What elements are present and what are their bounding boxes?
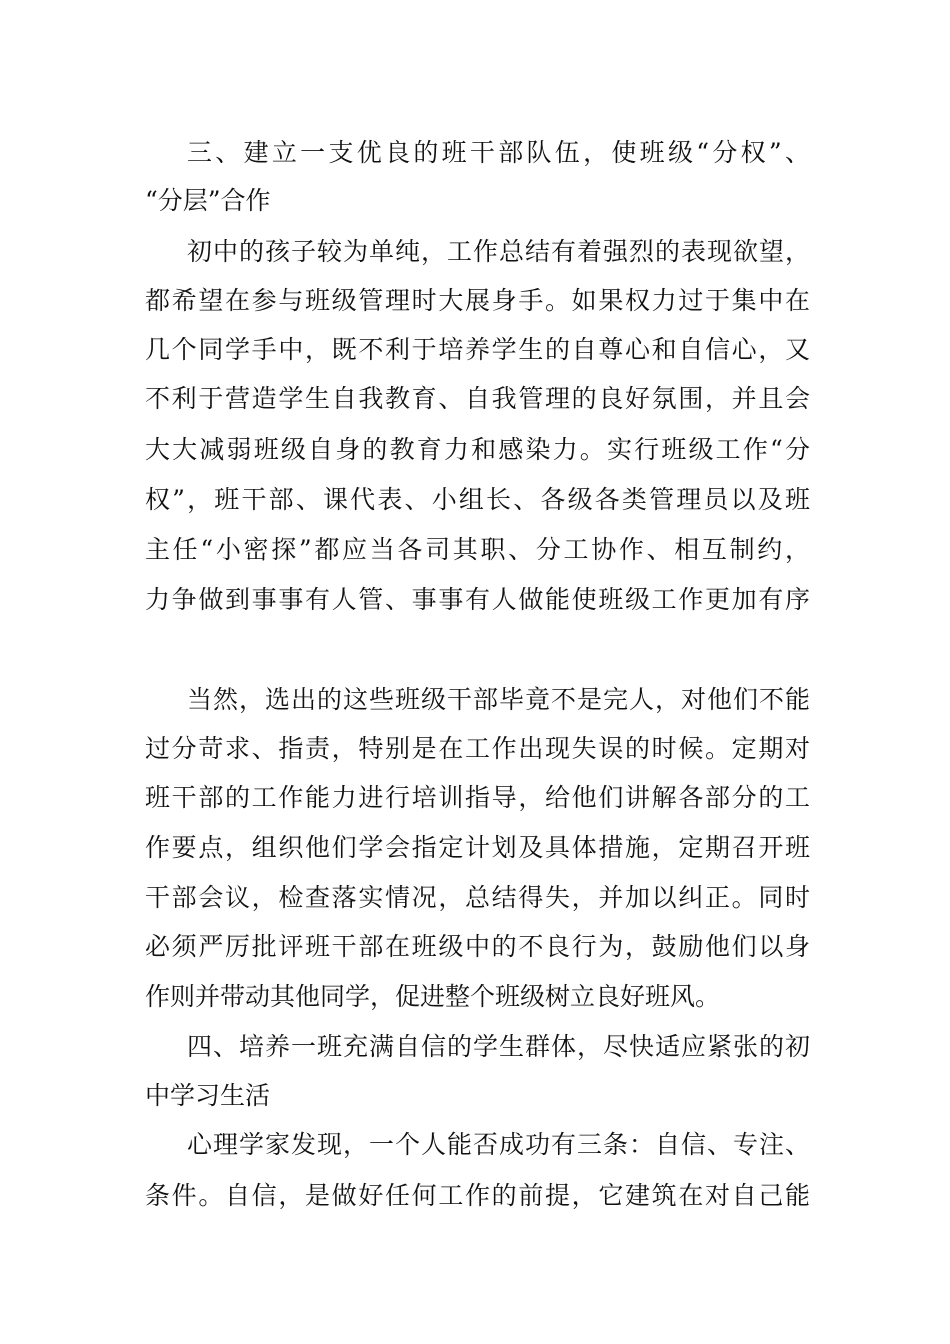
paragraph-line: 必须严厉批评班干部在班级中的不良行为，鼓励他们以身 — [145, 932, 810, 961]
section-heading-3-line-2: “分层”合作 — [145, 186, 271, 215]
paragraph-line: 几个同学手中，既不利于培养学生的自尊心和自信心，又 — [145, 335, 810, 364]
section-heading-4-line-1: 四、培养一班充满自信的学生群体，尽快适应紧张的初 — [187, 1032, 810, 1061]
paragraph-line: 条件。自信，是做好任何工作的前提，它建筑在对自己能 — [145, 1181, 810, 1210]
paragraph-line: 作要点，组织他们学会指定计划及具体措施，定期召开班 — [145, 833, 810, 862]
paragraph-line: 都希望在参与班级管理时大展身手。如果权力过于集中在 — [145, 286, 810, 315]
paragraph-line: 力争做到事事有人管、事事有人做能使班级工作更加有序 — [145, 585, 810, 614]
section-heading-4-line-2: 中学习生活 — [145, 1081, 271, 1110]
paragraph-line: 心理学家发现，一个人能否成功有三条：自信、专注、 — [187, 1130, 810, 1159]
paragraph-line: 大大减弱班级自身的教育力和感染力。实行班级工作“分 — [145, 435, 810, 464]
paragraph-line: 作则并带动其他同学，促进整个班级树立良好班风。 — [145, 982, 721, 1011]
paragraph-line: 干部会议，检查落实情况，总结得失，并加以纠正。同时 — [145, 883, 810, 912]
paragraph-line: 权”，班干部、课代表、小组长、各级各类管理员以及班 — [145, 485, 810, 514]
paragraph-line: 当然，选出的这些班级干部毕竟不是完人，对他们不能 — [187, 685, 810, 714]
paragraph-line: 初中的孩子较为单纯，工作总结有着强烈的表现欲望， — [187, 237, 810, 266]
paragraph-line: 不利于营造学生自我教育、自我管理的良好氛围，并且会 — [145, 384, 810, 413]
paragraph-line: 班干部的工作能力进行培训指导，给他们讲解各部分的工 — [145, 783, 810, 812]
paragraph-line: 过分苛求、指责，特别是在工作出现失误的时候。定期对 — [145, 734, 810, 763]
section-heading-3-line-1: 三、建立一支优良的班干部队伍，使班级“分权”、 — [187, 138, 810, 167]
paragraph-line: 主任“小密探”都应当各司其职、分工协作、相互制约， — [145, 535, 810, 564]
